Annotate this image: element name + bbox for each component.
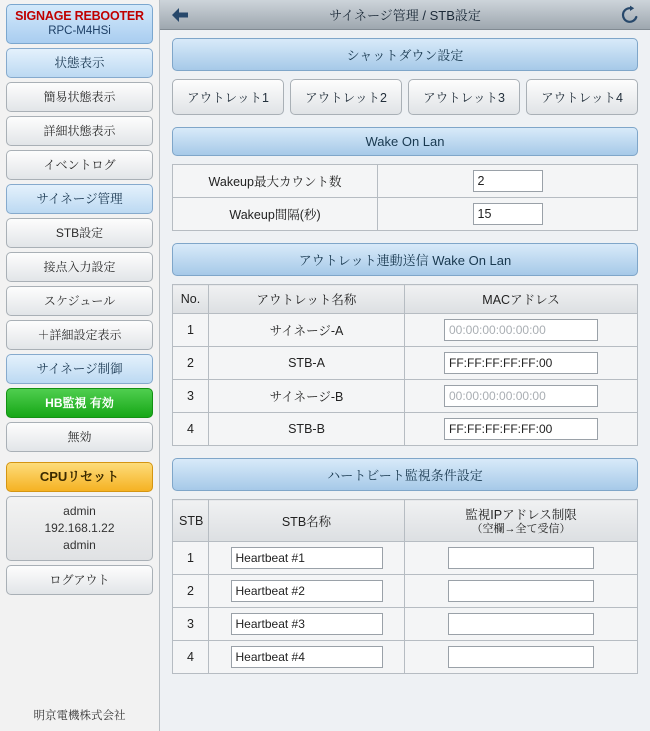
main-panel — [160, 0, 650, 731]
sidebar-item-status[interactable]: 状態表示 — [6, 48, 153, 78]
col-monitor-ip-main: 監視IPアドレス制限 — [465, 508, 577, 522]
row-no-4: 4 — [173, 413, 209, 446]
table-row — [173, 608, 638, 641]
col-mac-address: MACアドレス — [405, 285, 638, 314]
brand-logo — [6, 4, 153, 44]
sidebar-item-signage-management[interactable]: サイネージ管理 — [6, 184, 153, 214]
session-login: admin — [63, 538, 96, 552]
table-row — [173, 575, 638, 608]
col-stb: STB — [173, 500, 209, 542]
wol-label-interval: Wakeup間隔(秒) — [173, 198, 378, 231]
hb-no-2: 2 — [173, 575, 209, 608]
hb-name-input-1[interactable] — [231, 547, 383, 569]
outlet-name-2: STB-A — [209, 347, 405, 380]
mac-cell-4 — [405, 413, 638, 446]
wol-table — [172, 164, 638, 231]
hb-no-4: 4 — [173, 641, 209, 674]
mac-cell-3 — [405, 380, 638, 413]
hb-ip-cell-1 — [405, 542, 638, 575]
hb-ip-cell-4 — [405, 641, 638, 674]
outlet-wol-table — [172, 284, 638, 446]
outlet-name-1: サイネージ-A — [209, 314, 405, 347]
mac-cell-1 — [405, 314, 638, 347]
wol-value-max-count-cell — [378, 165, 638, 198]
hb-name-cell-4 — [209, 641, 405, 674]
sidebar-item-signage-control[interactable]: サイネージ制御 — [6, 354, 153, 384]
sidebar — [0, 0, 160, 731]
col-outlet-name: アウトレット名称 — [209, 285, 405, 314]
table-row — [173, 165, 638, 198]
mac-cell-2 — [405, 347, 638, 380]
outlet-button-4[interactable]: アウトレット4 — [526, 79, 638, 115]
table-row — [173, 314, 638, 347]
brand-model: RPC-M4HSi — [48, 25, 111, 37]
sidebar-item-detail-settings[interactable]: ＋詳細設定表示 — [6, 320, 153, 350]
sidebar-item-hb-enabled[interactable]: HB監視 有効 — [6, 388, 153, 418]
hb-no-3: 3 — [173, 608, 209, 641]
table-header-row — [173, 500, 638, 542]
sidebar-item-cpu-reset[interactable]: CPUリセット — [6, 462, 153, 492]
hb-name-input-2[interactable] — [231, 580, 383, 602]
mac-input-3[interactable] — [444, 385, 598, 407]
row-no-1: 1 — [173, 314, 209, 347]
company-footer: 明京電機株式会社 — [33, 710, 126, 722]
hb-name-input-4[interactable] — [231, 646, 383, 668]
section-wol-title: Wake On Lan — [172, 127, 638, 156]
hb-name-input-3[interactable] — [231, 613, 383, 635]
sidebar-item-simple-status[interactable]: 簡易状態表示 — [6, 82, 153, 112]
row-no-3: 3 — [173, 380, 209, 413]
wol-interval-input[interactable] — [473, 203, 543, 225]
col-monitor-ip-sub: （空欄→全て受信） — [471, 523, 571, 535]
heartbeat-table — [172, 499, 638, 674]
table-row — [173, 198, 638, 231]
logout-button[interactable]: ログアウト — [6, 565, 153, 595]
back-arrow-icon[interactable] — [168, 3, 192, 27]
hb-name-cell-3 — [209, 608, 405, 641]
hb-name-cell-1 — [209, 542, 405, 575]
outlet-button-3[interactable]: アウトレット3 — [408, 79, 520, 115]
sidebar-item-event-log[interactable]: イベントログ — [6, 150, 153, 180]
hb-ip-input-4[interactable] — [448, 646, 594, 668]
col-monitor-ip — [405, 500, 638, 542]
outlet-name-3: サイネージ-B — [209, 380, 405, 413]
sidebar-item-detail-status[interactable]: 詳細状態表示 — [6, 116, 153, 146]
section-heartbeat-title: ハートビート監視条件設定 — [172, 458, 638, 491]
hb-no-1: 1 — [173, 542, 209, 575]
wol-label-max-count: Wakeup最大カウント数 — [173, 165, 378, 198]
session-info — [6, 496, 153, 561]
hb-name-cell-2 — [209, 575, 405, 608]
sidebar-item-stb-settings[interactable]: STB設定 — [6, 218, 153, 248]
hb-ip-input-3[interactable] — [448, 613, 594, 635]
session-user: admin — [63, 504, 96, 518]
mac-input-4[interactable] — [444, 418, 598, 440]
sidebar-item-hb-disabled[interactable]: 無効 — [6, 422, 153, 452]
outlet-button-2[interactable]: アウトレット2 — [290, 79, 402, 115]
brand-title: SIGNAGE REBOOTER — [15, 9, 144, 23]
mac-input-2[interactable] — [444, 352, 598, 374]
hb-ip-cell-2 — [405, 575, 638, 608]
col-stb-name: STB名称 — [209, 500, 405, 542]
hb-ip-input-1[interactable] — [448, 547, 594, 569]
table-row — [173, 380, 638, 413]
top-bar — [160, 0, 650, 30]
wol-value-interval-cell — [378, 198, 638, 231]
wol-max-count-input[interactable] — [473, 170, 543, 192]
col-no: No. — [173, 285, 209, 314]
mac-input-1[interactable] — [444, 319, 598, 341]
table-row — [173, 347, 638, 380]
hb-ip-cell-3 — [405, 608, 638, 641]
content-area — [160, 30, 650, 696]
sidebar-item-contact-input[interactable]: 接点入力設定 — [6, 252, 153, 282]
section-outlet-wol-title: アウトレット連動送信 Wake On Lan — [172, 243, 638, 276]
outlet-name-4: STB-B — [209, 413, 405, 446]
section-shutdown-title: シャットダウン設定 — [172, 38, 638, 71]
hb-ip-input-2[interactable] — [448, 580, 594, 602]
outlet-button-1[interactable]: アウトレット1 — [172, 79, 284, 115]
outlet-button-row — [172, 79, 638, 115]
table-row — [173, 641, 638, 674]
session-ip: 192.168.1.22 — [44, 521, 115, 535]
table-row — [173, 413, 638, 446]
row-no-2: 2 — [173, 347, 209, 380]
sidebar-spacer — [6, 456, 153, 458]
table-row — [173, 542, 638, 575]
sidebar-item-schedule[interactable]: スケジュール — [6, 286, 153, 316]
table-header-row — [173, 285, 638, 314]
refresh-icon[interactable] — [618, 3, 642, 27]
page-title: サイネージ管理 / STB設定 — [329, 8, 481, 23]
